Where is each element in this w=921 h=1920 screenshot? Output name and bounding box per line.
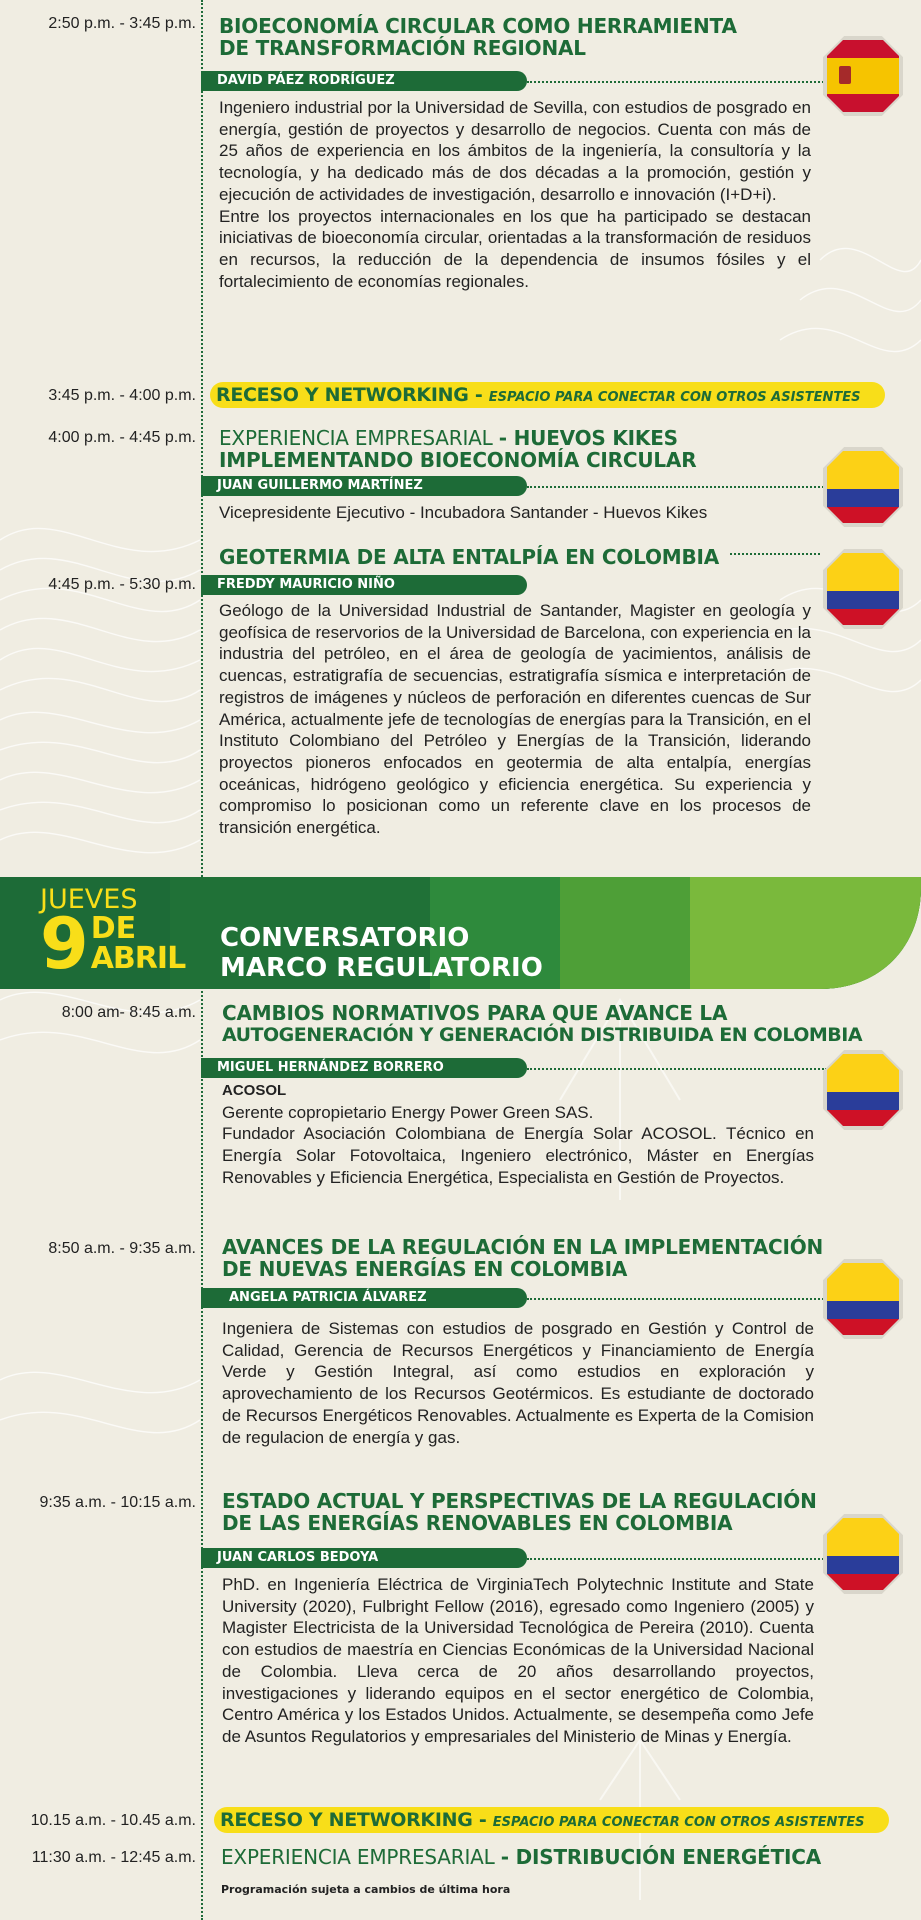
session-title <box>222 1490 902 1534</box>
recess-time: 3:45 p.m. - 4:00 p.m. <box>48 387 196 404</box>
session-title: GEOTERMIA DE ALTA ENTALPÍA EN COLOMBIA <box>219 545 720 569</box>
weekday: JUEVES <box>40 884 138 915</box>
colombia-flag-icon <box>817 1253 909 1345</box>
bio-paragraph: Entre los proyectos internacionales en los que ha participado se destacan iniciativas de bioeconomía circular, orientadas a la transformación de residuos en recursos, la reducción de la dependencia de insumos fósiles y el fortalecimiento de economías regionales. <box>219 206 811 291</box>
session-title-line: IMPLEMENTANDO BIOECONOMÍA CIRCULAR <box>219 448 697 472</box>
dotted-connector <box>527 81 827 83</box>
dotted-connector <box>527 1298 827 1300</box>
session-title-line: BIOECONOMÍA CIRCULAR COMO HERRAMIENTA <box>219 14 737 38</box>
session-time: 8:50 a.m. - 9:35 a.m. <box>48 1240 196 1257</box>
session-title-dash: - <box>498 426 514 450</box>
session-title-line: DE TRANSFORMACIÓN REGIONAL <box>219 36 586 60</box>
colombia-flag-icon <box>817 543 909 635</box>
session-title-line: AUTOGENERACIÓN Y GENERACIÓN DISTRIBUIDA EN COLOMBIA <box>222 1024 863 1046</box>
dotted-connector <box>527 486 827 488</box>
speaker-name-pill: JUAN GUILLERMO MARTÍNEZ <box>201 476 527 496</box>
session-title <box>222 1002 912 1046</box>
session-title-prefix: EXPERIENCIA EMPRESARIAL <box>221 1845 501 1869</box>
bio-paragraph: Gerente copropietario Energy Power Green SAS. <box>222 1102 594 1122</box>
month: ABRIL <box>90 941 186 976</box>
session-title-line: ESTADO ACTUAL Y PERSPECTIVAS DE LA REGULACIÓN <box>222 1489 817 1513</box>
recess-banner <box>210 382 885 408</box>
recess-label: RECESO Y NETWORKING - <box>216 384 489 406</box>
band-title-line: MARCO REGULATORIO <box>220 953 543 983</box>
spain-flag-icon <box>817 30 909 122</box>
session-title-line: CAMBIOS NORMATIVOS PARA QUE AVANCE LA <box>222 1001 728 1025</box>
recess-sub: ESPACIO PARA CONECTAR CON OTROS ASISTENTES <box>492 1815 865 1830</box>
session-title-line: DE NUEVAS ENERGÍAS EN COLOMBIA <box>222 1257 628 1281</box>
footnote: Programación sujeta a cambios de última hora <box>221 1883 511 1896</box>
bio-paragraph: Fundador Asociación Colombiana de Energía Solar ACOSOL. Técnico en Energía Solar Fotovoltaica, Ingeniero electrónico, Máster en Energías Renovables y Eficiencia Energética, Especialista en Gestión de Proyectos. <box>222 1124 814 1187</box>
speaker-name-pill: JUAN CARLOS BEDOYA <box>201 1548 527 1568</box>
speaker-name-pill: DAVID PÁEZ RODRÍGUEZ <box>201 71 527 91</box>
session-time: 11:30 a.m. - 12:45 a.m. <box>31 1849 196 1866</box>
session-title <box>221 1846 901 1868</box>
speaker-name-pill: FREDDY MAURICIO NIÑO <box>201 575 527 595</box>
recess-sub: ESPACIO PARA CONECTAR CON OTROS ASISTENTES <box>488 390 861 405</box>
recess-time: 10.15 a.m. - 10.45 a.m. <box>30 1812 196 1829</box>
session-time: 9:35 a.m. - 10:15 a.m. <box>39 1494 196 1511</box>
speaker-name-pill: MIGUEL HERNÁNDEZ BORRERO <box>201 1058 527 1078</box>
dotted-connector <box>527 1068 827 1070</box>
dotted-connector <box>527 1558 827 1560</box>
colombia-flag-icon <box>817 1508 909 1600</box>
recess-label: RECESO Y NETWORKING - <box>220 1809 493 1831</box>
bio-paragraph: Ingeniero industrial por la Universidad de Sevilla, con estudios de posgrado en energía, gestión de proyectos y desarrollo de negocios. Cuenta con más de 25 años de experiencia en los ámbitos de la ingeniería, la consultoría y la tecnología, y ha dedicado más de dos décadas a la promoción, gestión y ejecución de actividades de investigación, desarrollo e innovación (I+D+i). <box>219 98 811 204</box>
speaker-bio <box>219 97 811 292</box>
day-de: DE <box>90 911 137 946</box>
session-title <box>219 15 899 59</box>
session-title-line: DE LAS ENERGÍAS RENOVABLES EN COLOMBIA <box>222 1511 733 1535</box>
session-time: 4:00 p.m. - 4:45 p.m. <box>48 429 196 446</box>
session-title-prefix: EXPERIENCIA EMPRESARIAL <box>219 426 499 450</box>
band-title <box>220 923 543 983</box>
speaker-bio: Geólogo de la Universidad Industrial de Santander, Magister en geología y geofísica de reservorios de la Universidad de Barcelona, con experiencia en la industria del petróleo, en el área de geología de yacimientos, análisis de cuencas, estratigrafía de secuencias, estratigrafía sísmica e interpretación de registros de imágenes y núcleos de perforación en diferentes cuencas de Sur América, actualmente jefe de tecnologías de energías para la Transición, en el Instituto Colombiano del Petróleo y Energías de la Transición, liderando proyectos pioneros enfocados en geotermia de alta entalpía, energías oceánicas, hidrógeno geológico y eficiencia energética. Su experiencia y compromiso lo posicionan como un referente clave en los procesos de transición energética. <box>219 601 811 838</box>
session-title <box>219 427 899 471</box>
session-title-dash: - <box>500 1845 516 1869</box>
session-title-bold: HUEVOS KIKES <box>513 426 678 450</box>
speaker-bio: Ingeniera de Sistemas con estudios de posgrado en Gestión y Control de Calidad, Gerencia de Recursos Energéticos y Financiamiento de Energía Verde y Gestión Integral, así como estudios en exploración y aprovechamiento de los Recursos Geotérmicos. Es estudiante de doctorado de Recursos Energéticos Renovables. Actualmente es Experta de la Comision de regulacion de energía y gas. <box>222 1319 814 1447</box>
speaker-org: ACOSOL <box>222 1082 287 1099</box>
band-title-line: CONVERSATORIO <box>220 923 470 953</box>
session-time: 2:50 p.m. - 3:45 p.m. <box>48 15 196 32</box>
colombia-flag-icon <box>817 441 909 533</box>
colombia-flag-icon <box>817 1044 909 1136</box>
speaker-bio <box>222 1080 814 1189</box>
session-title-bold: DISTRIBUCIÓN ENERGÉTICA <box>515 1845 822 1869</box>
session-title-line: AVANCES DE LA REGULACIÓN EN LA IMPLEMENTACIÓN <box>222 1235 824 1259</box>
recess-banner <box>214 1807 889 1833</box>
speaker-bio: PhD. en Ingeniería Eléctrica de VirginiaTech Polytechnic Institute and State University (2020), Fulbright Fellow (2016), egresado como Ingeniero (2005) y Magister Electricista de la Universidad Tecnológica de Pereira (2010). Cuenta con estudios de maestría en Ciencias Económicas de la Universidad Nacional de Colombia. Lleva cerca de 20 años desarrollando proyectos, investigaciones y liderando equipos en el sector energético de Colombia, Centro América y los Estados Unidos. Actualmente, se desempeña como Jefe de Asuntos Regulatorios y empresariales del Ministerio de Minas y Energía. <box>222 1575 814 1746</box>
session-time: 4:45 p.m. - 5:30 p.m. <box>48 576 196 593</box>
session-time: 8:00 am- 8:45 a.m. <box>61 1004 196 1021</box>
speaker-name-pill: ANGELA PATRICIA ÁLVAREZ <box>201 1288 527 1308</box>
session-title <box>222 1236 902 1280</box>
day-number: 9 <box>40 903 89 985</box>
speaker-bio: Vicepresidente Ejecutivo - Incubadora Santander - Huevos Kikes <box>219 503 708 522</box>
day-label <box>40 884 200 985</box>
dotted-connector <box>730 553 820 555</box>
